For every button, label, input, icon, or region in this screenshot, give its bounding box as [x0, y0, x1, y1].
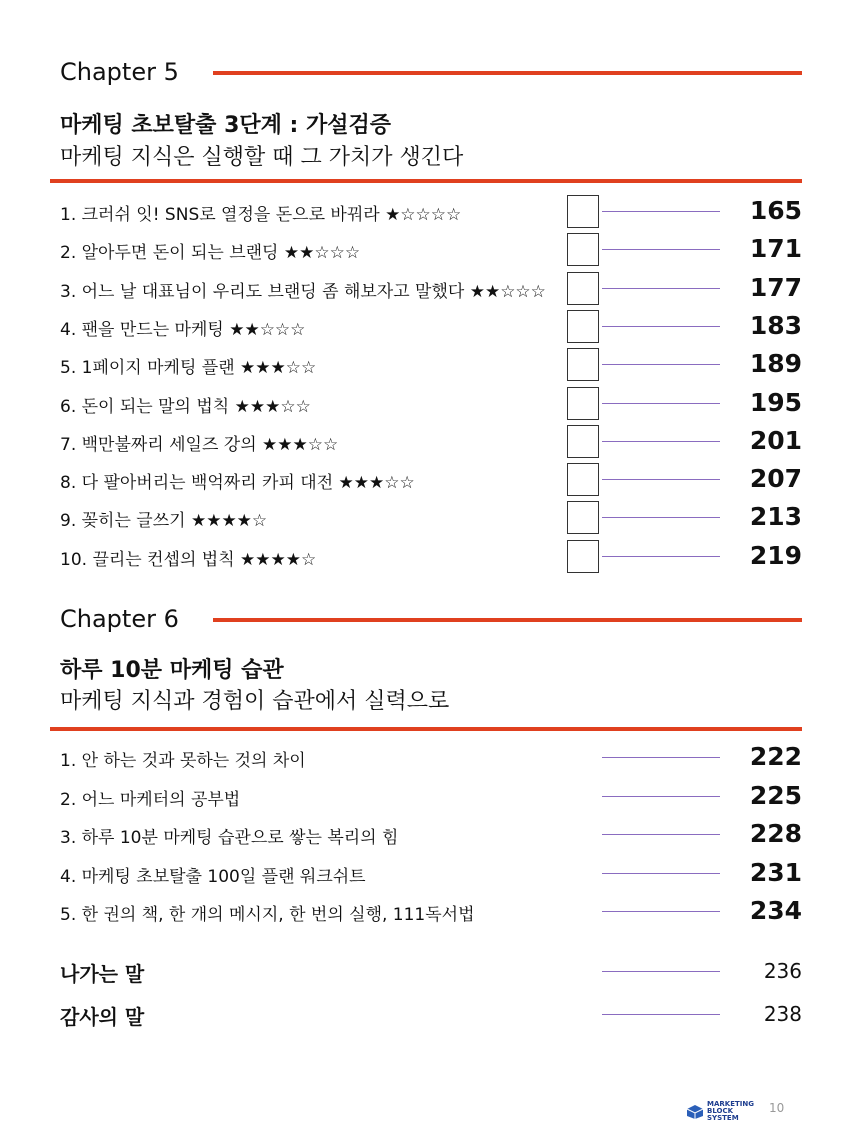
toc-page-number: 183: [749, 310, 802, 340]
toc-item[interactable]: 10. 끌리는 컨셉의 법칙 ★★★★☆: [60, 549, 317, 570]
page-number: 10: [769, 1101, 785, 1115]
toc-page-number: 165: [749, 196, 802, 225]
chapter-5-subtitle: 마케팅 지식은 실행할 때 그 가치가 생긴다: [60, 145, 464, 170]
cube-logo-icon: [686, 1104, 704, 1120]
toc-item[interactable]: 1. 크러쉬 잇! SNS로 열정을 돈으로 바꿔라 ★☆☆☆☆: [60, 205, 462, 225]
toc-page-number: 231: [749, 857, 802, 887]
toc-page-number: 236: [763, 959, 802, 983]
toc-page-number: 207: [749, 464, 802, 494]
toc-item[interactable]: 6. 돈이 되는 말의 법칙 ★★★☆☆: [60, 396, 311, 417]
leader-line: [602, 441, 720, 442]
logo-text: MARKETING: [707, 1100, 754, 1108]
toc-page-number: 219: [749, 540, 802, 570]
chapter-divider: [213, 618, 802, 622]
toc-item[interactable]: 7. 백만불짜리 세일즈 강의 ★★★☆☆: [60, 434, 339, 455]
toc-item[interactable]: 4. 마케팅 초보탈출 100일 플랜 워크쉬트: [60, 866, 366, 887]
checkbox[interactable]: [567, 233, 599, 266]
checkbox[interactable]: [567, 272, 599, 305]
leader-line: [602, 757, 720, 758]
leader-line: [602, 911, 720, 912]
toc-page-number: 171: [749, 234, 802, 264]
toc-item[interactable]: 3. 하루 10분 마케팅 습관으로 쌓는 복리의 힘: [60, 828, 399, 848]
leader-line: [602, 834, 720, 835]
toc-page-number: 228: [749, 819, 802, 848]
toc-item[interactable]: 5. 한 권의 책, 한 개의 메시지, 한 번의 실행, 111독서법: [60, 905, 475, 925]
toc-item[interactable]: 4. 팬을 만드는 마케팅 ★★☆☆☆: [60, 319, 306, 340]
checkbox[interactable]: [567, 425, 599, 458]
toc-page-number: 238: [763, 1002, 802, 1026]
logo: [686, 1101, 754, 1122]
checkbox[interactable]: [567, 387, 599, 420]
checkbox[interactable]: [567, 195, 599, 228]
toc-item[interactable]: 1. 안 하는 것과 못하는 것의 차이: [60, 751, 306, 771]
chapter-6-label: Chapter 6: [60, 605, 179, 633]
leader-line: [602, 796, 720, 797]
toc-page-number: 189: [749, 349, 802, 379]
toc-page-number: 213: [749, 502, 802, 532]
toc-item[interactable]: 3. 어느 날 대표님이 우리도 브랜딩 좀 해보자고 말했다 ★★☆☆☆: [60, 281, 546, 302]
leader-line: [602, 364, 720, 365]
toc-page-number: 225: [749, 780, 802, 810]
leader-line: [602, 288, 720, 289]
logo-text: BLOCK: [707, 1107, 734, 1115]
toc-item[interactable]: 2. 어느 마케터의 공부법: [60, 789, 241, 810]
logo-text: SYSTEM: [707, 1114, 739, 1122]
toc-page-number: 234: [749, 896, 802, 925]
checkbox[interactable]: [567, 501, 599, 534]
checkbox[interactable]: [567, 463, 599, 496]
section-divider: [50, 179, 802, 183]
leader-line: [602, 249, 720, 250]
section-divider: [50, 727, 802, 731]
chapter-divider: [213, 71, 802, 75]
leader-line: [602, 556, 720, 557]
leader-line: [602, 1014, 720, 1015]
chapter-5-title: 마케팅 초보탈출 3단계 : 가설검증: [60, 113, 392, 138]
leader-line: [602, 873, 720, 874]
checkbox[interactable]: [567, 310, 599, 343]
checkbox[interactable]: [567, 348, 599, 381]
closing-item[interactable]: 감사의 말: [60, 1005, 145, 1029]
toc-item[interactable]: 8. 다 팔아버리는 백억짜리 카피 대전 ★★★☆☆: [60, 473, 415, 494]
leader-line: [602, 971, 720, 972]
leader-line: [602, 211, 720, 212]
toc-item[interactable]: 2. 알아두면 돈이 되는 브랜딩 ★★☆☆☆: [60, 243, 361, 264]
chapter-6-title: 하루 10분 마케팅 습관: [60, 658, 284, 683]
toc-item[interactable]: 5. 1페이지 마케팅 플랜 ★★★☆☆: [60, 358, 317, 379]
toc-item[interactable]: 9. 꽂히는 글쓰기 ★★★★☆: [60, 511, 268, 532]
closing-item[interactable]: 나가는 말: [60, 962, 145, 986]
leader-line: [602, 517, 720, 518]
toc-page-number: 195: [749, 387, 802, 417]
chapter-6-subtitle: 마케팅 지식과 경험이 습관에서 실력으로: [60, 689, 450, 714]
chapter-5-label: Chapter 5: [60, 58, 179, 86]
toc-page-number: 222: [749, 742, 802, 771]
leader-line: [602, 326, 720, 327]
toc-page-number: 201: [749, 425, 802, 455]
leader-line: [602, 479, 720, 480]
leader-line: [602, 403, 720, 404]
checkbox[interactable]: [567, 540, 599, 573]
toc-page-number: 177: [749, 272, 802, 302]
